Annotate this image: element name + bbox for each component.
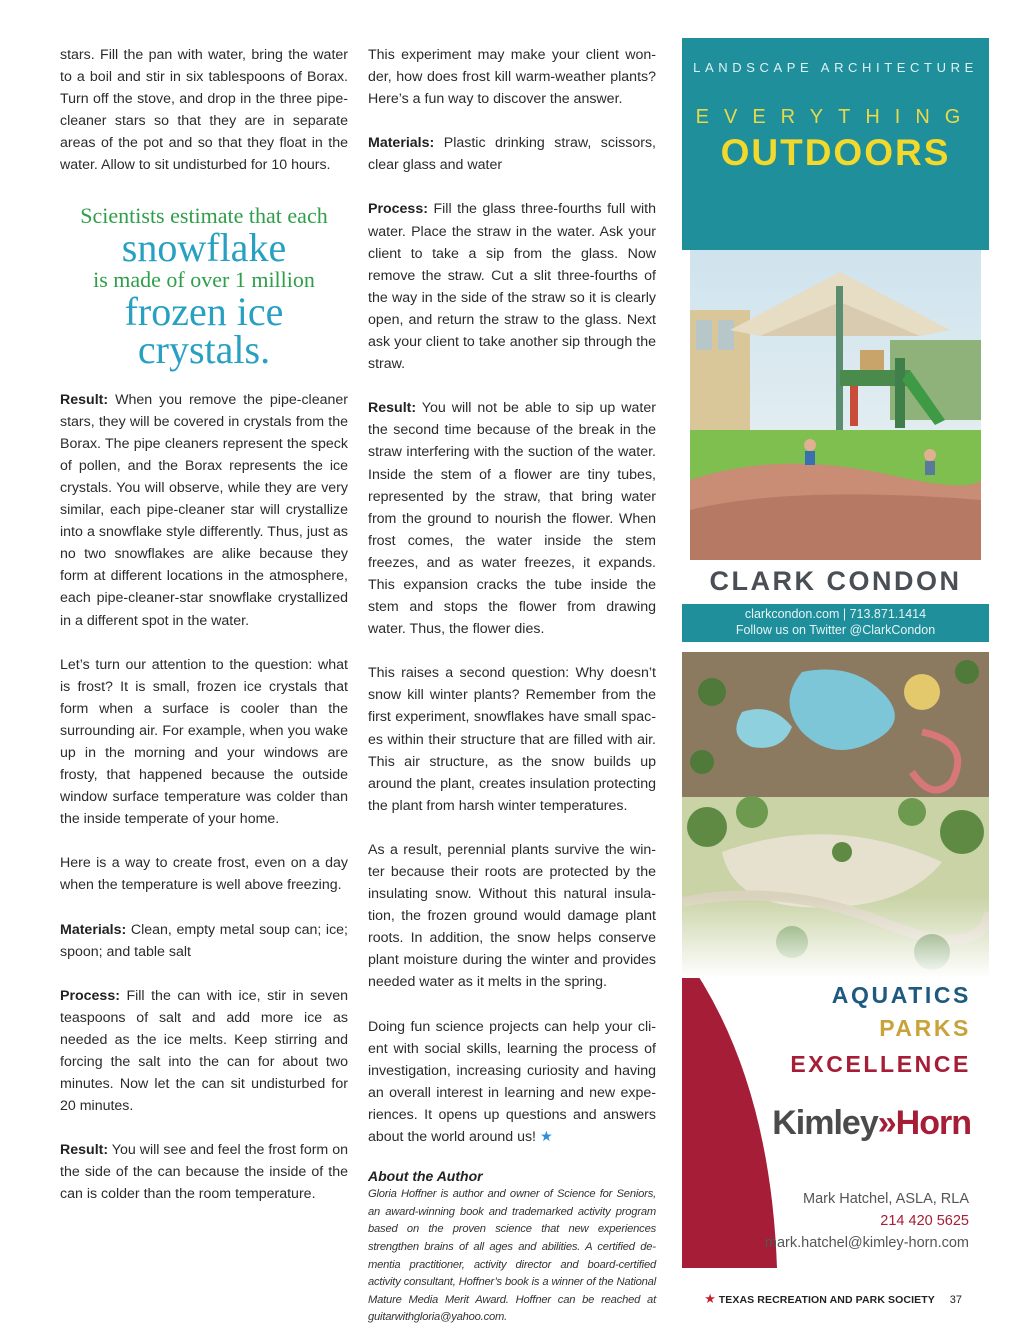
result-1-text: When you remove the pipe-cleaner stars, they will be covered in crystals from the Borax. The pipe cleaners represent the speck of pollen, and the Borax represents the ice crystals. You will observe, while they are very similar, each pipe-cleaner star will crystallize into a snowflake style differently. Thus, just as no two snowflakes are alike because they form at different locations in the atmosphere, each pipe-cleaner-star snowflake crystallized in a different spot in the water. [60, 391, 348, 629]
materials-3-label: Materials: [368, 135, 435, 152]
clark-condon-headline-bottom: OUTDOORS [720, 132, 951, 173]
paragraph-fun-science [368, 1016, 656, 1149]
footer-star-icon: ★ [704, 1291, 716, 1306]
kimley-horn-logo [772, 1104, 971, 1143]
result-1-label: Result: [60, 391, 109, 408]
about-author-heading: About the Author [368, 1168, 483, 1185]
about-author-text: Gloria Hoffner is author and owner of Science for Seniors, an award-winning book and trademarked activity program based on the proven science that new experiences strengthen brains of all ages and abilities. A certified dementia practitioner, activity director and board-certified activity consultant, Hoffner’s book is a winner of the National Mature Media Merit Award. Hoffner can be reached at guitarwithgloria@yahoo.com. [368, 1188, 656, 1324]
aquatics-park-rendering [682, 652, 989, 978]
materials-2-text: Clean, empty metal soup can; ice; spoon; and table salt [60, 921, 348, 960]
kimley-horn-contact-email[interactable]: mark.hatchel@kimley-horn.com [764, 1235, 969, 1251]
pull-quote-line4: frozen ice [124, 288, 284, 334]
kimley-horn-line-parks: PARKS [879, 1015, 971, 1041]
process-3-label: Process: [368, 201, 428, 218]
paragraph-materials-2 [60, 919, 348, 963]
footer-publication: TEXAS RECREATION AND PARK SOCIETY [718, 1294, 935, 1306]
process-3-text: Fill the glass three-fourths full with water. Place the straw in the water. Ask your client to take a sip from the glass. Now remove the straw. Cut a slit three-fourths of the way in the side of the straw so it is clearly open, and return the straw to the glass. Next ask your client to take another sip through the straw. [368, 201, 656, 373]
middle-column [368, 44, 656, 1327]
playground-shade-photo [690, 250, 981, 560]
left-column [60, 44, 348, 1206]
paragraph-borax-instructions: stars. Fill the pan with water, bring the water to a boil and stir in six tablespoons of Borax. Turn off the stove, and drop in the three pipe-cleaner stars so that they are in separate areas of the pot and so that they float in the water. Allow to sit undisturbed for 10 hours. [60, 47, 348, 174]
clark-condon-ad[interactable] [682, 38, 989, 642]
end-star-icon: ★ [539, 1129, 553, 1146]
kimley-horn-logo-arrows-icon: » [877, 1104, 896, 1142]
paragraph-result-2 [60, 1139, 348, 1205]
page-footer [704, 1291, 962, 1307]
kimley-horn-line-excellence: EXCELLENCE [790, 1051, 971, 1077]
kimley-horn-contact-phone[interactable]: 214 420 5625 [880, 1213, 969, 1229]
clark-condon-contact-line1[interactable]: clarkcondon.com | 713.871.1414 [744, 607, 927, 621]
pull-quote [60, 202, 348, 372]
paragraph-experiment-intro: This experiment may make your client wonder, how does frost kill warm-weather plants? Here’s a fun way to discover the answer. [368, 47, 656, 108]
pull-quote-line3: is made of over 1 million [93, 266, 315, 292]
paragraph-what-is-frost: Let’s turn our attention to the question: what is frost? It is small, frozen ice crystals that form when a surface is cooler than the surrounding air. For example, when you wake up in the morning and your windows are frosty, that happened because the outside window surface temperature was colder than the inside temperate of your home. [60, 656, 348, 828]
result-2-label: Result: [60, 1142, 109, 1159]
result-3-label: Result: [368, 400, 417, 417]
pull-quote-line2: snowflake [121, 224, 287, 270]
pull-quote-line1: Scientists estimate that each [80, 202, 328, 228]
process-2-text: Fill the can with ice, stir in seven teaspoons of salt and add more ice as needed as the ice melts. Keep stirring and forcing the salt into the can for about two minutes. Now let the can sit undisturbed for 20 minutes. [60, 987, 348, 1115]
clark-condon-contact-bar [682, 604, 989, 642]
paragraph-process-3 [368, 198, 656, 375]
paragraph-result-3 [368, 397, 656, 640]
paragraph-process-2 [60, 985, 348, 1118]
page-number: 37 [949, 1294, 962, 1306]
clark-condon-header [682, 38, 989, 250]
paragraph-perennial: As a result, perennial plants survive the winter because their roots are protected by the insulating snow. Without this natural insulation, the frozen ground would damage plant roots. In addition, the snow helps conserve plant moisture during the winter and provides needed water as it melts in the spring. [368, 841, 656, 991]
paragraph-create-frost: Here is a way to create frost, even on a day when the temperature is well above freezing. [60, 855, 348, 894]
kimley-horn-logo-right: Horn [895, 1104, 971, 1142]
kimley-horn-line-aquatics: AQUATICS [831, 982, 971, 1008]
kimley-horn-ad[interactable] [682, 652, 989, 1268]
clark-condon-contact-line2[interactable]: Follow us on Twitter @ClarkCondon [735, 623, 936, 637]
result-2-text: You will see and feel the frost form on the side of the can because the inside of the can is colder than the room temperature. [60, 1142, 348, 1203]
kimley-horn-logo-left: Kimley [772, 1104, 878, 1142]
paragraph-result-1 [60, 389, 348, 632]
paragraph-materials-3 [368, 132, 656, 176]
pull-quote-line5: crystals. [137, 326, 271, 372]
result-3-text: You will not be able to sip up water the second time because of the break in the straw interfering with the suction of the water. Inside the stem of a flower are tiny tubes, represented by the straw, that bring water from the ground to nourish the flower. When frost comes, the water inside the stem freezes, and as water freezes, it expands. This expansion cracks the tube inside the stem and stops the flower from drawing water. Thus, the flower dies. [368, 400, 656, 638]
fun-science-text: Doing fun science projects can help your client with social skills, learning the process of investigation, increasing curiosity and having an overall interest in learning and new experiences. It opens up questions and answers about the world around us! [368, 1018, 656, 1146]
clark-condon-tagline: LANDSCAPE ARCHITECTURE [693, 60, 978, 75]
clark-condon-logo: CLARK CONDON [709, 566, 962, 596]
process-2-label: Process: [60, 987, 120, 1004]
materials-2-label: Materials: [60, 921, 127, 938]
materials-3-text: Plastic drinking straw, scissors, clear glass and water [368, 135, 656, 174]
paragraph-second-question: This raises a second question: Why doesn’t snow kill winter plants? Remember from the first experiment, snowflakes have small spaces within their structure that are filled with air. This air structure, as the snow builds up around the plant, creates insulation protecting the plant from harsh winter temperatures. [368, 665, 656, 814]
kimley-horn-contact-name: Mark Hatchel, ASLA, RLA [802, 1191, 969, 1207]
clark-condon-headline-top: EVERYTHING [695, 106, 976, 128]
